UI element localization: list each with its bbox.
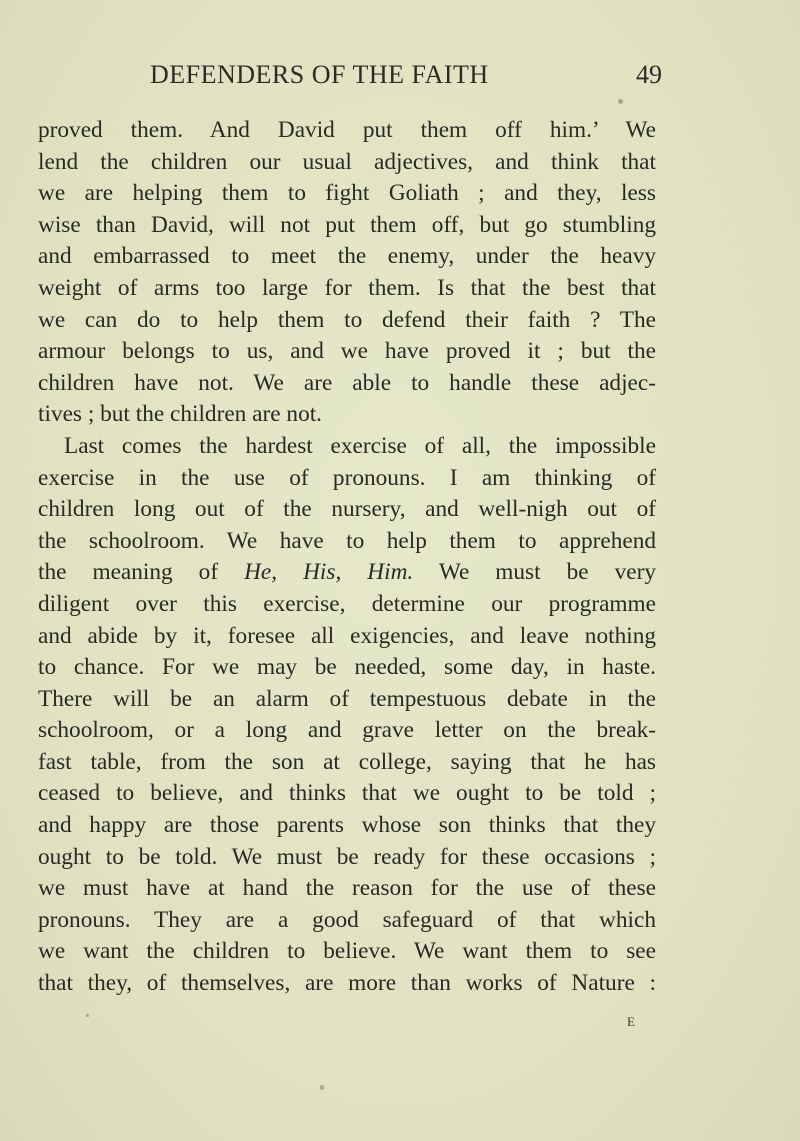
text-line: we are helping them to fight Goliath ; and they, less xyxy=(38,180,656,207)
text-line: we must have at hand the reason for the use of these xyxy=(38,875,656,902)
signature-mark: E xyxy=(627,1014,636,1029)
text-line: armour belongs to us, and we have proved it ; but the xyxy=(38,338,656,365)
paragraph-end-line: tives ; but the children are not. xyxy=(38,401,323,428)
body-text xyxy=(38,115,656,1000)
text-line: diligent over this exercise, determine our programme xyxy=(38,590,656,617)
text-line: wise than David, will not put them off, but go stumbling xyxy=(38,211,656,238)
text-line: lend the children our usual adjectives, and think that xyxy=(38,148,656,175)
line-lead-text: the meaning of xyxy=(38,559,219,586)
text-line: fast table, from the son at college, saying that he has xyxy=(38,748,656,775)
text-line: ought to be told. We must be ready for these occasions ; xyxy=(38,843,656,870)
text-line: proved them. And David put them off him.’ We xyxy=(38,117,656,143)
text-line: schoolroom, or a long and grave letter on the break- xyxy=(38,717,656,744)
paragraph-start-line: Last comes the hardest exercise of all, the impossible xyxy=(64,432,656,459)
paper-speck xyxy=(320,1085,324,1090)
text-line: that they, of themselves, are more than works of Nature : xyxy=(38,970,656,997)
running-head: DEFENDERS OF THE FAITH xyxy=(150,60,489,89)
page-number: 49 xyxy=(636,60,662,89)
text-line: and abide by it, foresee all exigencies, and leave nothing xyxy=(38,622,656,649)
text-line: to chance. For we may be needed, some day, in haste. xyxy=(38,654,656,681)
page-header xyxy=(0,60,800,96)
paper-speck xyxy=(618,99,623,104)
text-line: exercise in the use of pronouns. I am thinking of xyxy=(38,464,656,491)
paper-speck xyxy=(86,1014,89,1017)
text-line-with-italics xyxy=(38,557,656,589)
text-line: children have not. We are able to handle these adjec- xyxy=(38,369,656,396)
text-line: weight of arms too large for them. Is that the best that xyxy=(38,274,656,301)
text-line: ceased to believe, and thinks that we ought to be told ; xyxy=(38,780,656,807)
text-line: and embarrassed to meet the enemy, under the heavy xyxy=(38,243,656,270)
text-line: and happy are those parents whose son thinks that they xyxy=(38,812,656,839)
text-line: children long out of the nursery, and well-nigh out of xyxy=(38,496,656,523)
text-line: we want the children to believe. We want them to see xyxy=(38,938,656,965)
text-line: we can do to help them to defend their faith ? The xyxy=(38,306,656,333)
text-line: the schoolroom. We have to help them to apprehend xyxy=(38,527,656,554)
italic-pronouns: He, His, Him. xyxy=(244,559,414,586)
text-line: There will be an alarm of tempestuous debate in the xyxy=(38,685,656,712)
line-tail-text: We must be very xyxy=(438,559,656,586)
text-line: pronouns. They are a good safeguard of that which xyxy=(38,906,656,933)
